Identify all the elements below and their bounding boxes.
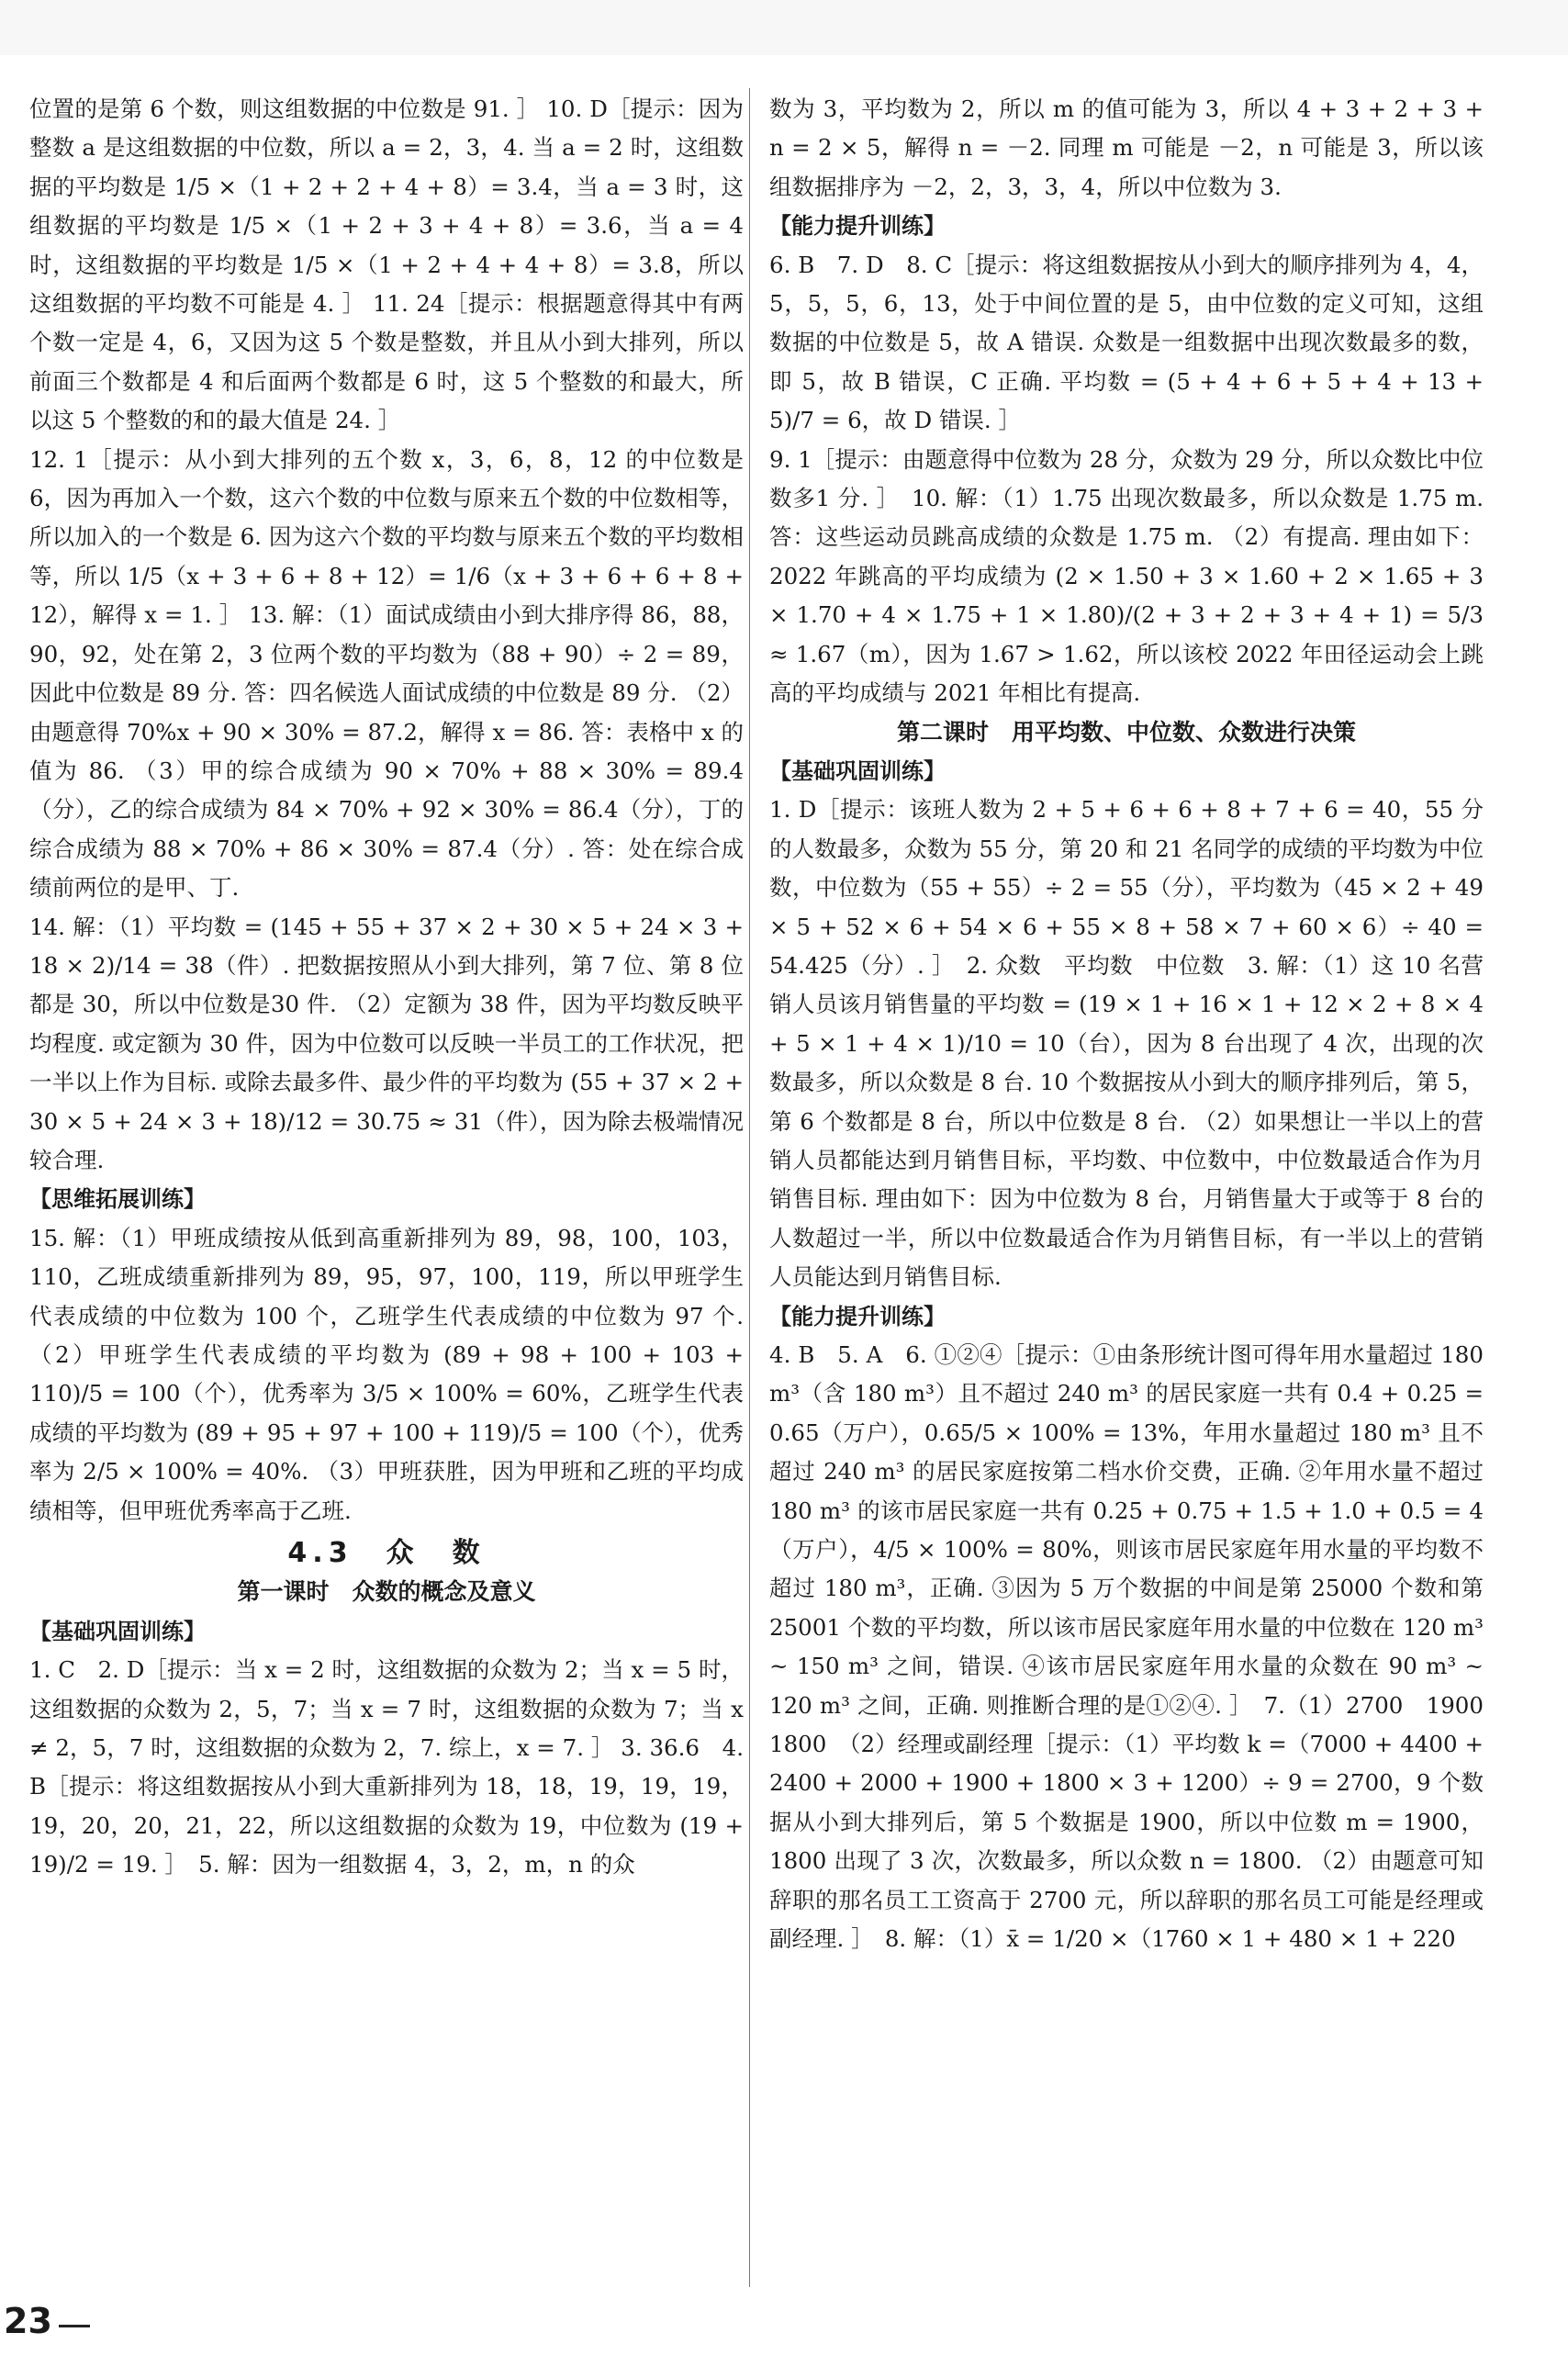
- top-margin: [0, 0, 1568, 55]
- page-number-rule: [59, 2325, 90, 2327]
- section-heading: 【能力提升训练】: [769, 213, 946, 240]
- answer-paragraph: 1. D［提示：该班人数为 2 + 5 + 6 + 6 + 8 + 7 + 6 = 40，55 分的人数最多，众数为 55 分，第 20 和 21 名同学的成绩的平均数为中位数，中位数为（55 + 55）÷ 2 = 55（分），平均数为（45 × 2 + 49 × 5 + 52 × 6 + 54 × 6 + 55 × 8 + 58 × 7 + 60 × 6）÷ 40 = 54.425（分）. ］ 2. 众数 平均数 中位数 3. 解：（1）这 10 名营销人员该月销售量的平均数 = (19 × 1 + 16 × 1 + 12 × 2 + 8 × 4 + 5 × 1 + 4 × 1)/10 = 10（台），因为 8 台出现了 4 次，出现的次数最多，所以众数是 8 台. 10 个数据按从小到大的顺序排列后，第 5，第 6 个数都是 8 台，所以中位数是 8 台. （2）如果想让一半以上的营销人员都能达到月销售目标，平均数、中位数中，中位数最适合作为月销售目标. 理由如下：因为中位数为 8 台，月销售量大于或等于 8 台的人数超过一半，所以中位数最适合作为月销售目标，有一半以上的营销人员能达到月销售目标.: [769, 796, 1484, 1291]
- section-heading: 【基础巩固训练】: [769, 757, 946, 784]
- answer-paragraph: 1. C 2. D［提示：当 x = 2 时，这组数据的众数为 2；当 x = 5 时，这组数据的众数为 2，5，7；当 x = 7 时，这组数据的众数为 7；当 x ≠ 2，5，7 时，这组数据的众数为 2，7. 综上，x = 7. ］ 3. 36.6 4. B［提示：将这组数据按从小到大重新排列为 18，18，19，19，19，19，20，20，21，22，所以这组数据的众数为 19，中位数为 (19 + 19)/2 = 19. ］ 5. 解：因为一组数据 4，3，2，m，n 的众: [29, 1656, 744, 1878]
- lesson-heading: 第二课时 用平均数、中位数、众数进行决策: [896, 718, 1356, 746]
- answer-paragraph: 12. 1［提示：从小到大排列的五个数 x，3，6，8，12 的中位数是 6，因为再加入一个数，这六个数的中位数与原来五个数的中位数相等，所以加入的一个数是 6. 因为这六个数的平均数与原来五个数的平均数相等，所以 1/5（x + 3 + 6 + 8 + 12）= 1/6（x + 3 + 6 + 6 + 8 + 12），解得 x = 1. ］ 13. 解：（1）面试成绩由小到大排序得 86，88，90，92，处在第 2，3 位两个数的平均数为（88 + 90）÷ 2 = 89，因此中位数是 89 分. 答：四名候选人面试成绩的中位数是 89 分. （2）由题意得 70%x + 90 × 30% = 87.2，解得 x = 86. 答：表格中 x 的值为 86. （3）甲的综合成绩为 90 × 70% + 88 × 30% = 89.4（分），乙的综合成绩为 84 × 70% + 92 × 30% = 86.4（分），丁的综合成绩为 88 × 70% + 86 × 30% = 87.4（分）. 答：处在综合成绩前两位的是甲、丁.: [29, 445, 744, 902]
- section-heading: 【思维拓展训练】: [29, 1186, 206, 1213]
- answer-paragraph: 4. B 5. A 6. ①②④［提示：①由条形统计图可得年用水量超过 180 m³（含 180 m³）且不超过 240 m³ 的居民家庭一共有 0.4 + 0.25 = 0.65（万户），0.65/5 × 100% = 13%，年用水量超过 180 m³ 且不超过 240 m³ 的居民家庭按第二档水价交费，正确. ②年用水量不超过 180 m³ 的该市居民家庭一共有 0.25 + 0.75 + 1.5 + 1.0 + 0.5 = 4（万户），4/5 × 100% = 80%，则该市居民家庭年用水量的平均数不超过 180 m³，正确. ③因为 5 万个数据的中间是第 25000 个数和第 25001 个数的平均数，所以该市居民家庭年用水量的中位数在 120 m³ ~ 150 m³ 之间，错误. ④该市居民家庭年用水量的众数在 90 m³ ~ 120 m³ 之间，正确. 则推断合理的是①②④. ］ 7.（1）2700 1900 1800 （2）经理或副经理［提示：（1）平均数 k =（7000 + 4400 + 2400 + 2000 + 1900 + 1800 × 3 + 1200）÷ 9 = 2700，9 个数据从小到大排列后，第 5 个数据是 1900，所以中位数 m = 1900，1800 出现了 3 次，次数最多，所以众数 n = 1800. （2）由题意可知辞职的那名员工工资高于 2700 元，所以辞职的那名员工可能是经理或副经理. ］ 8. 解：（1）x̄ = 1/20 ×（1760 × 1 + 480 × 1 + 220: [769, 1341, 1506, 1953]
- answer-paragraph: 数为 3，平均数为 2，所以 m 的值可能为 3，所以 4 + 3 + 2 + 3 + n = 2 × 5，解得 n = －2. 同理 m 可能是 －2，n 可能是 3，所以该组数据排序为 －2，2，3，3，4，所以中位数为 3.: [769, 95, 1484, 200]
- answer-paragraph: 15. 解：（1）甲班成绩按从低到高重新排列为 89，98，100，103，110，乙班成绩重新排列为 89，95，97，100，119，所以甲班学生代表成绩的中位数为 100 个，乙班学生代表成绩的中位数为 97 个. （2）甲班学生代表成绩的平均数为 (89 + 98 + 100 + 103 + 110)/5 = 100（个），优秀率为 3/5 × 100% = 60%，乙班学生代表成绩的平均数为 (89 + 95 + 97 + 100 + 119)/5 = 100（个），优秀率为 2/5 × 100% = 40%. （3）甲班获胜，因为甲班和乙班的平均成绩相等，但甲班优秀率高于乙班.: [29, 1224, 744, 1524]
- answer-paragraph: 9. 1［提示：由题意得中位数为 28 分，众数为 29 分，所以众数比中位数多1 分. ］ 10. 解：（1）1.75 出现次数最多，所以众数是 1.75 m. 答：这些运动员跳高成绩的众数是 1.75 m. （2）有提高. 理由如下：2022 年跳高的平均成绩为 (2 × 1.50 + 3 × 1.60 + 2 × 1.65 + 3 × 1.70 + 4 × 1.75 + 1 × 1.80)/(2 + 3 + 2 + 3 + 4 + 1) = 5/3 ≈ 1.67（m），因为 1.67 > 1.62，所以该校 2022 年田径运动会上跳高的平均成绩与 2021 年相比有提高.: [769, 445, 1484, 707]
- answer-paragraph: 14. 解：（1）平均数 = (145 + 55 + 37 × 2 + 30 × 5 + 24 × 3 + 18 × 2)/14 = 38（件）. 把数据按照从小到大排列，第 7 位、第 8 位都是 30，所以中位数是30 件. （2）定额为 38 件，因为平均数反映平均程度. 或定额为 30 件，因为中位数可以反映一半员工的工作状况，把一半以上作为目标. 或除去最多件、最少件的平均数为 (55 + 37 × 2 + 30 × 5 + 24 × 3 + 18)/12 = 30.75 ≈ 31（件），因为除去极端情况较合理.: [29, 913, 744, 1173]
- page-number: 23: [4, 2301, 52, 2341]
- right-column: [769, 90, 1506, 1959]
- left-column: [29, 90, 744, 1885]
- chapter-heading: 4.3 众 数: [287, 1537, 486, 1570]
- answer-paragraph: 6. B 7. D 8. C［提示：将这组数据按从小到大的顺序排列为 4，4，5，5，5，6，13，处于中间位置的是 5，由中位数的定义可知，这组数据的中位数是 5，故 A 错误. 众数是一组数据中出现次数最多的数，即 5，故 B 错误，C 正确. 平均数 = (5 + 4 + 6 + 5 + 4 + 13 + 5)/7 = 6，故 D 错误. ］: [769, 251, 1484, 434]
- answer-paragraph: 位置的是第 6 个数，则这组数据的中位数是 91. ］ 10. D［提示：因为整数 a 是这组数据的中位数，所以 a = 2，3，4. 当 a = 2 时，这组数据的平均数是 1/5 ×（1 + 2 + 2 + 4 + 8）= 3.4，当 a = 3 时，这组数据的平均数是 1/5 ×（1 + 2 + 3 + 4 + 8）= 3.6，当 a = 4 时，这组数据的平均数是 1/5 ×（1 + 2 + 4 + 4 + 8）= 3.8，所以这组数据的平均数不可能是 4. ］ 11. 24［提示：根据题意得其中有两个数一定是 4，6，又因为这 5 个数是整数，并且从小到大排列，所以前面三个数都是 4 和后面两个数都是 6 时，这 5 个整数的和最大，所以这 5 个整数的和的最大值是 24. ］: [29, 95, 744, 434]
- section-heading: 【基础巩固训练】: [29, 1618, 206, 1644]
- section-heading: 【能力提升训练】: [769, 1303, 946, 1329]
- lesson-heading: 第一课时 众数的概念及意义: [237, 1578, 536, 1606]
- column-divider: [749, 88, 750, 2287]
